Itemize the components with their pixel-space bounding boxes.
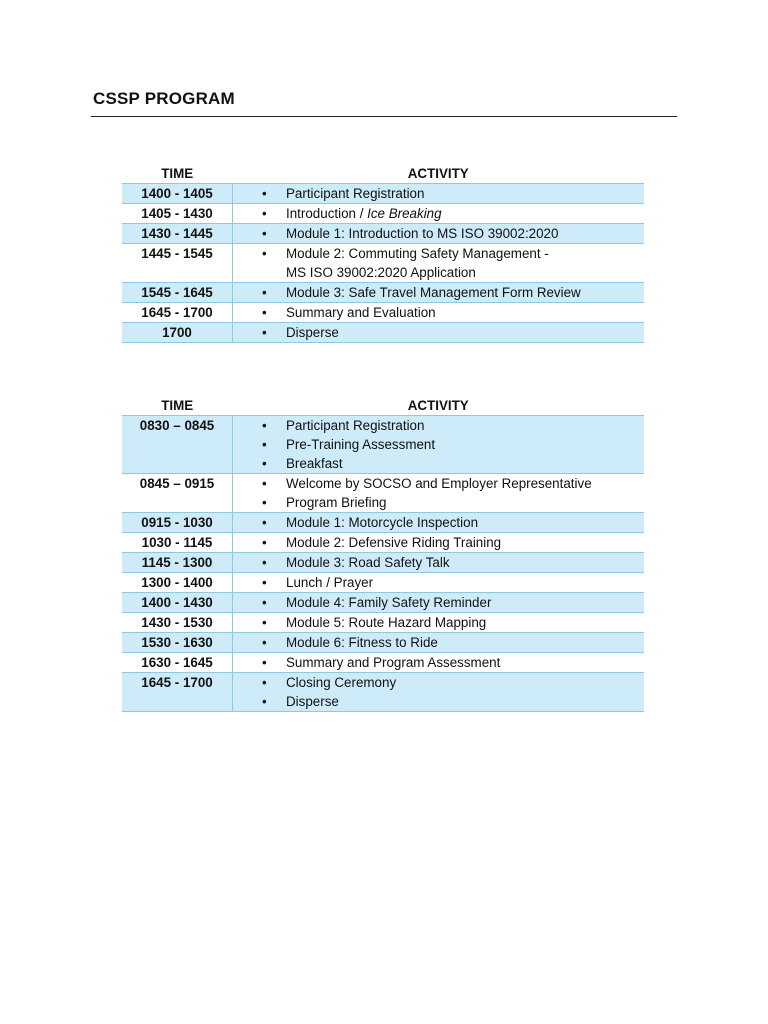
time-cell: 1030 - 1145 bbox=[122, 533, 233, 553]
activity-cell bbox=[233, 416, 645, 474]
activity-text: Breakfast bbox=[286, 456, 343, 471]
activity-list bbox=[233, 204, 644, 223]
bullet-icon: • bbox=[262, 535, 267, 550]
table-header-row bbox=[122, 161, 644, 184]
table-row bbox=[122, 244, 644, 283]
list-item bbox=[233, 553, 644, 572]
bullet-icon: • bbox=[262, 246, 267, 261]
activity-text: Module 1: Introduction to MS ISO 39002:2020 bbox=[286, 226, 559, 241]
activity-cell bbox=[233, 553, 645, 573]
bullet-icon: • bbox=[262, 515, 267, 530]
table-header-row bbox=[122, 393, 644, 416]
activity-cell bbox=[233, 593, 645, 613]
activity-text: Summary and Evaluation bbox=[286, 305, 436, 320]
activity-list bbox=[233, 573, 644, 592]
table-row bbox=[122, 204, 644, 224]
activity-cell bbox=[233, 633, 645, 653]
activity-text: Module 3: Road Safety Talk bbox=[286, 555, 450, 570]
activity-cell bbox=[233, 474, 645, 513]
list-item bbox=[233, 435, 644, 454]
table-row bbox=[122, 283, 644, 303]
list-item bbox=[233, 204, 644, 223]
activity-list bbox=[233, 553, 644, 572]
activity-cell bbox=[233, 653, 645, 673]
activity-list bbox=[233, 513, 644, 532]
bullet-icon: • bbox=[262, 325, 267, 340]
time-cell: 1400 - 1405 bbox=[122, 184, 233, 204]
activity-cell bbox=[233, 224, 645, 244]
activity-list bbox=[233, 633, 644, 652]
activity-list bbox=[233, 593, 644, 612]
schedule-table-afternoon bbox=[122, 161, 644, 343]
activity-list bbox=[233, 323, 644, 342]
time-cell: 1405 - 1430 bbox=[122, 204, 233, 224]
activity-text: Disperse bbox=[286, 325, 339, 340]
activity-list bbox=[233, 283, 644, 302]
bullet-icon: • bbox=[262, 555, 267, 570]
bullet-icon: • bbox=[262, 437, 267, 452]
activity-cell bbox=[233, 303, 645, 323]
bullet-icon: • bbox=[262, 418, 267, 433]
table-row bbox=[122, 653, 644, 673]
activity-text: Pre-Training Assessment bbox=[286, 437, 436, 452]
time-cell: 1645 - 1700 bbox=[122, 303, 233, 323]
table-row bbox=[122, 303, 644, 323]
activity-list bbox=[233, 474, 644, 512]
activity-text: Summary and Program Assessment bbox=[286, 655, 501, 670]
activity-list bbox=[233, 416, 644, 473]
table-row bbox=[122, 613, 644, 633]
activity-list bbox=[233, 673, 644, 711]
bullet-icon: • bbox=[262, 675, 267, 690]
list-item bbox=[233, 493, 644, 512]
time-cell: 1630 - 1645 bbox=[122, 653, 233, 673]
bullet-icon: • bbox=[262, 305, 267, 320]
list-item bbox=[233, 692, 644, 711]
activity-text: Module 5: Route Hazard Mapping bbox=[286, 615, 487, 630]
list-item bbox=[233, 416, 644, 435]
activity-text: Module 2: Defensive Riding Training bbox=[286, 535, 502, 550]
time-cell: 0845 – 0915 bbox=[122, 474, 233, 513]
time-cell: 1400 - 1430 bbox=[122, 593, 233, 613]
activity-cell bbox=[233, 573, 645, 593]
table-row bbox=[122, 593, 644, 613]
activity-column-header: ACTIVITY bbox=[233, 393, 645, 416]
time-cell: 0915 - 1030 bbox=[122, 513, 233, 533]
list-item bbox=[233, 673, 644, 692]
activity-text: Disperse bbox=[286, 694, 339, 709]
activity-cell bbox=[233, 204, 645, 224]
schedule-table-fullday bbox=[122, 393, 644, 712]
time-cell: 1430 - 1530 bbox=[122, 613, 233, 633]
time-cell: 0830 – 0845 bbox=[122, 416, 233, 474]
list-item bbox=[233, 474, 644, 493]
activity-text: Lunch / Prayer bbox=[286, 575, 374, 590]
activity-text: Module 2: Commuting Safety Management - bbox=[286, 246, 549, 261]
table-row bbox=[122, 323, 644, 343]
activity-cell bbox=[233, 283, 645, 303]
time-cell: 1430 - 1445 bbox=[122, 224, 233, 244]
table-row bbox=[122, 673, 644, 712]
table-row bbox=[122, 553, 644, 573]
activity-cell bbox=[233, 184, 645, 204]
title-divider bbox=[91, 116, 677, 117]
activity-text: Participant Registration bbox=[286, 186, 425, 201]
activity-column-header: ACTIVITY bbox=[233, 161, 645, 184]
list-item bbox=[233, 573, 644, 592]
schedule-table-body bbox=[122, 416, 644, 712]
bullet-icon: • bbox=[262, 575, 267, 590]
activity-list bbox=[233, 653, 644, 672]
table-row bbox=[122, 573, 644, 593]
list-item bbox=[233, 244, 644, 282]
activity-cell bbox=[233, 533, 645, 553]
list-item bbox=[233, 224, 644, 243]
table-row bbox=[122, 184, 644, 204]
table-row bbox=[122, 513, 644, 533]
activity-cell bbox=[233, 323, 645, 343]
list-item bbox=[233, 593, 644, 612]
activity-text: Module 1: Motorcycle Inspection bbox=[286, 515, 479, 530]
activity-text: Module 3: Safe Travel Management Form Review bbox=[286, 285, 581, 300]
bullet-icon: • bbox=[262, 476, 267, 491]
table-row bbox=[122, 224, 644, 244]
list-item bbox=[233, 303, 644, 322]
bullet-icon: • bbox=[262, 635, 267, 650]
activity-italic-text: Ice Breaking bbox=[367, 206, 442, 221]
bullet-icon: • bbox=[262, 694, 267, 709]
bullet-icon: • bbox=[262, 186, 267, 201]
activity-text: Welcome by SOCSO and Employer Representative bbox=[286, 476, 592, 491]
activity-continuation-text: MS ISO 39002:2020 Application bbox=[286, 265, 476, 280]
list-item bbox=[233, 454, 644, 473]
time-cell: 1545 - 1645 bbox=[122, 283, 233, 303]
activity-list bbox=[233, 533, 644, 552]
document-title: CSSP PROGRAM bbox=[93, 89, 235, 108]
activity-text: Program Briefing bbox=[286, 495, 387, 510]
activity-text: Module 4: Family Safety Reminder bbox=[286, 595, 492, 610]
activity-list bbox=[233, 613, 644, 632]
time-column-header: TIME bbox=[122, 393, 233, 416]
table-row bbox=[122, 633, 644, 653]
activity-list bbox=[233, 224, 644, 243]
table-row bbox=[122, 533, 644, 553]
bullet-icon: • bbox=[262, 206, 267, 221]
activity-text: Introduction / bbox=[286, 206, 368, 221]
activity-text: Closing Ceremony bbox=[286, 675, 397, 690]
time-cell: 1700 bbox=[122, 323, 233, 343]
activity-list bbox=[233, 303, 644, 322]
time-cell: 1445 - 1545 bbox=[122, 244, 233, 283]
activity-list bbox=[233, 184, 644, 203]
activity-cell bbox=[233, 613, 645, 633]
time-cell: 1645 - 1700 bbox=[122, 673, 233, 712]
activity-cell bbox=[233, 513, 645, 533]
activity-cell bbox=[233, 673, 645, 712]
list-item bbox=[233, 283, 644, 302]
bullet-icon: • bbox=[262, 615, 267, 630]
bullet-icon: • bbox=[262, 226, 267, 241]
bullet-icon: • bbox=[262, 495, 267, 510]
list-item bbox=[233, 533, 644, 552]
bullet-icon: • bbox=[262, 655, 267, 670]
bullet-icon: • bbox=[262, 285, 267, 300]
bullet-icon: • bbox=[262, 456, 267, 471]
list-item bbox=[233, 653, 644, 672]
activity-text: Module 6: Fitness to Ride bbox=[286, 635, 438, 650]
bullet-icon: • bbox=[262, 595, 267, 610]
list-item bbox=[233, 513, 644, 532]
list-item bbox=[233, 184, 644, 203]
list-item bbox=[233, 613, 644, 632]
time-cell: 1145 - 1300 bbox=[122, 553, 233, 573]
time-cell: 1300 - 1400 bbox=[122, 573, 233, 593]
activity-list bbox=[233, 244, 644, 282]
table-row bbox=[122, 474, 644, 513]
activity-cell bbox=[233, 244, 645, 283]
list-item bbox=[233, 323, 644, 342]
time-column-header: TIME bbox=[122, 161, 233, 184]
activity-text: Participant Registration bbox=[286, 418, 425, 433]
schedule-table-body bbox=[122, 184, 644, 343]
time-cell: 1530 - 1630 bbox=[122, 633, 233, 653]
table-row bbox=[122, 416, 644, 474]
list-item bbox=[233, 633, 644, 652]
